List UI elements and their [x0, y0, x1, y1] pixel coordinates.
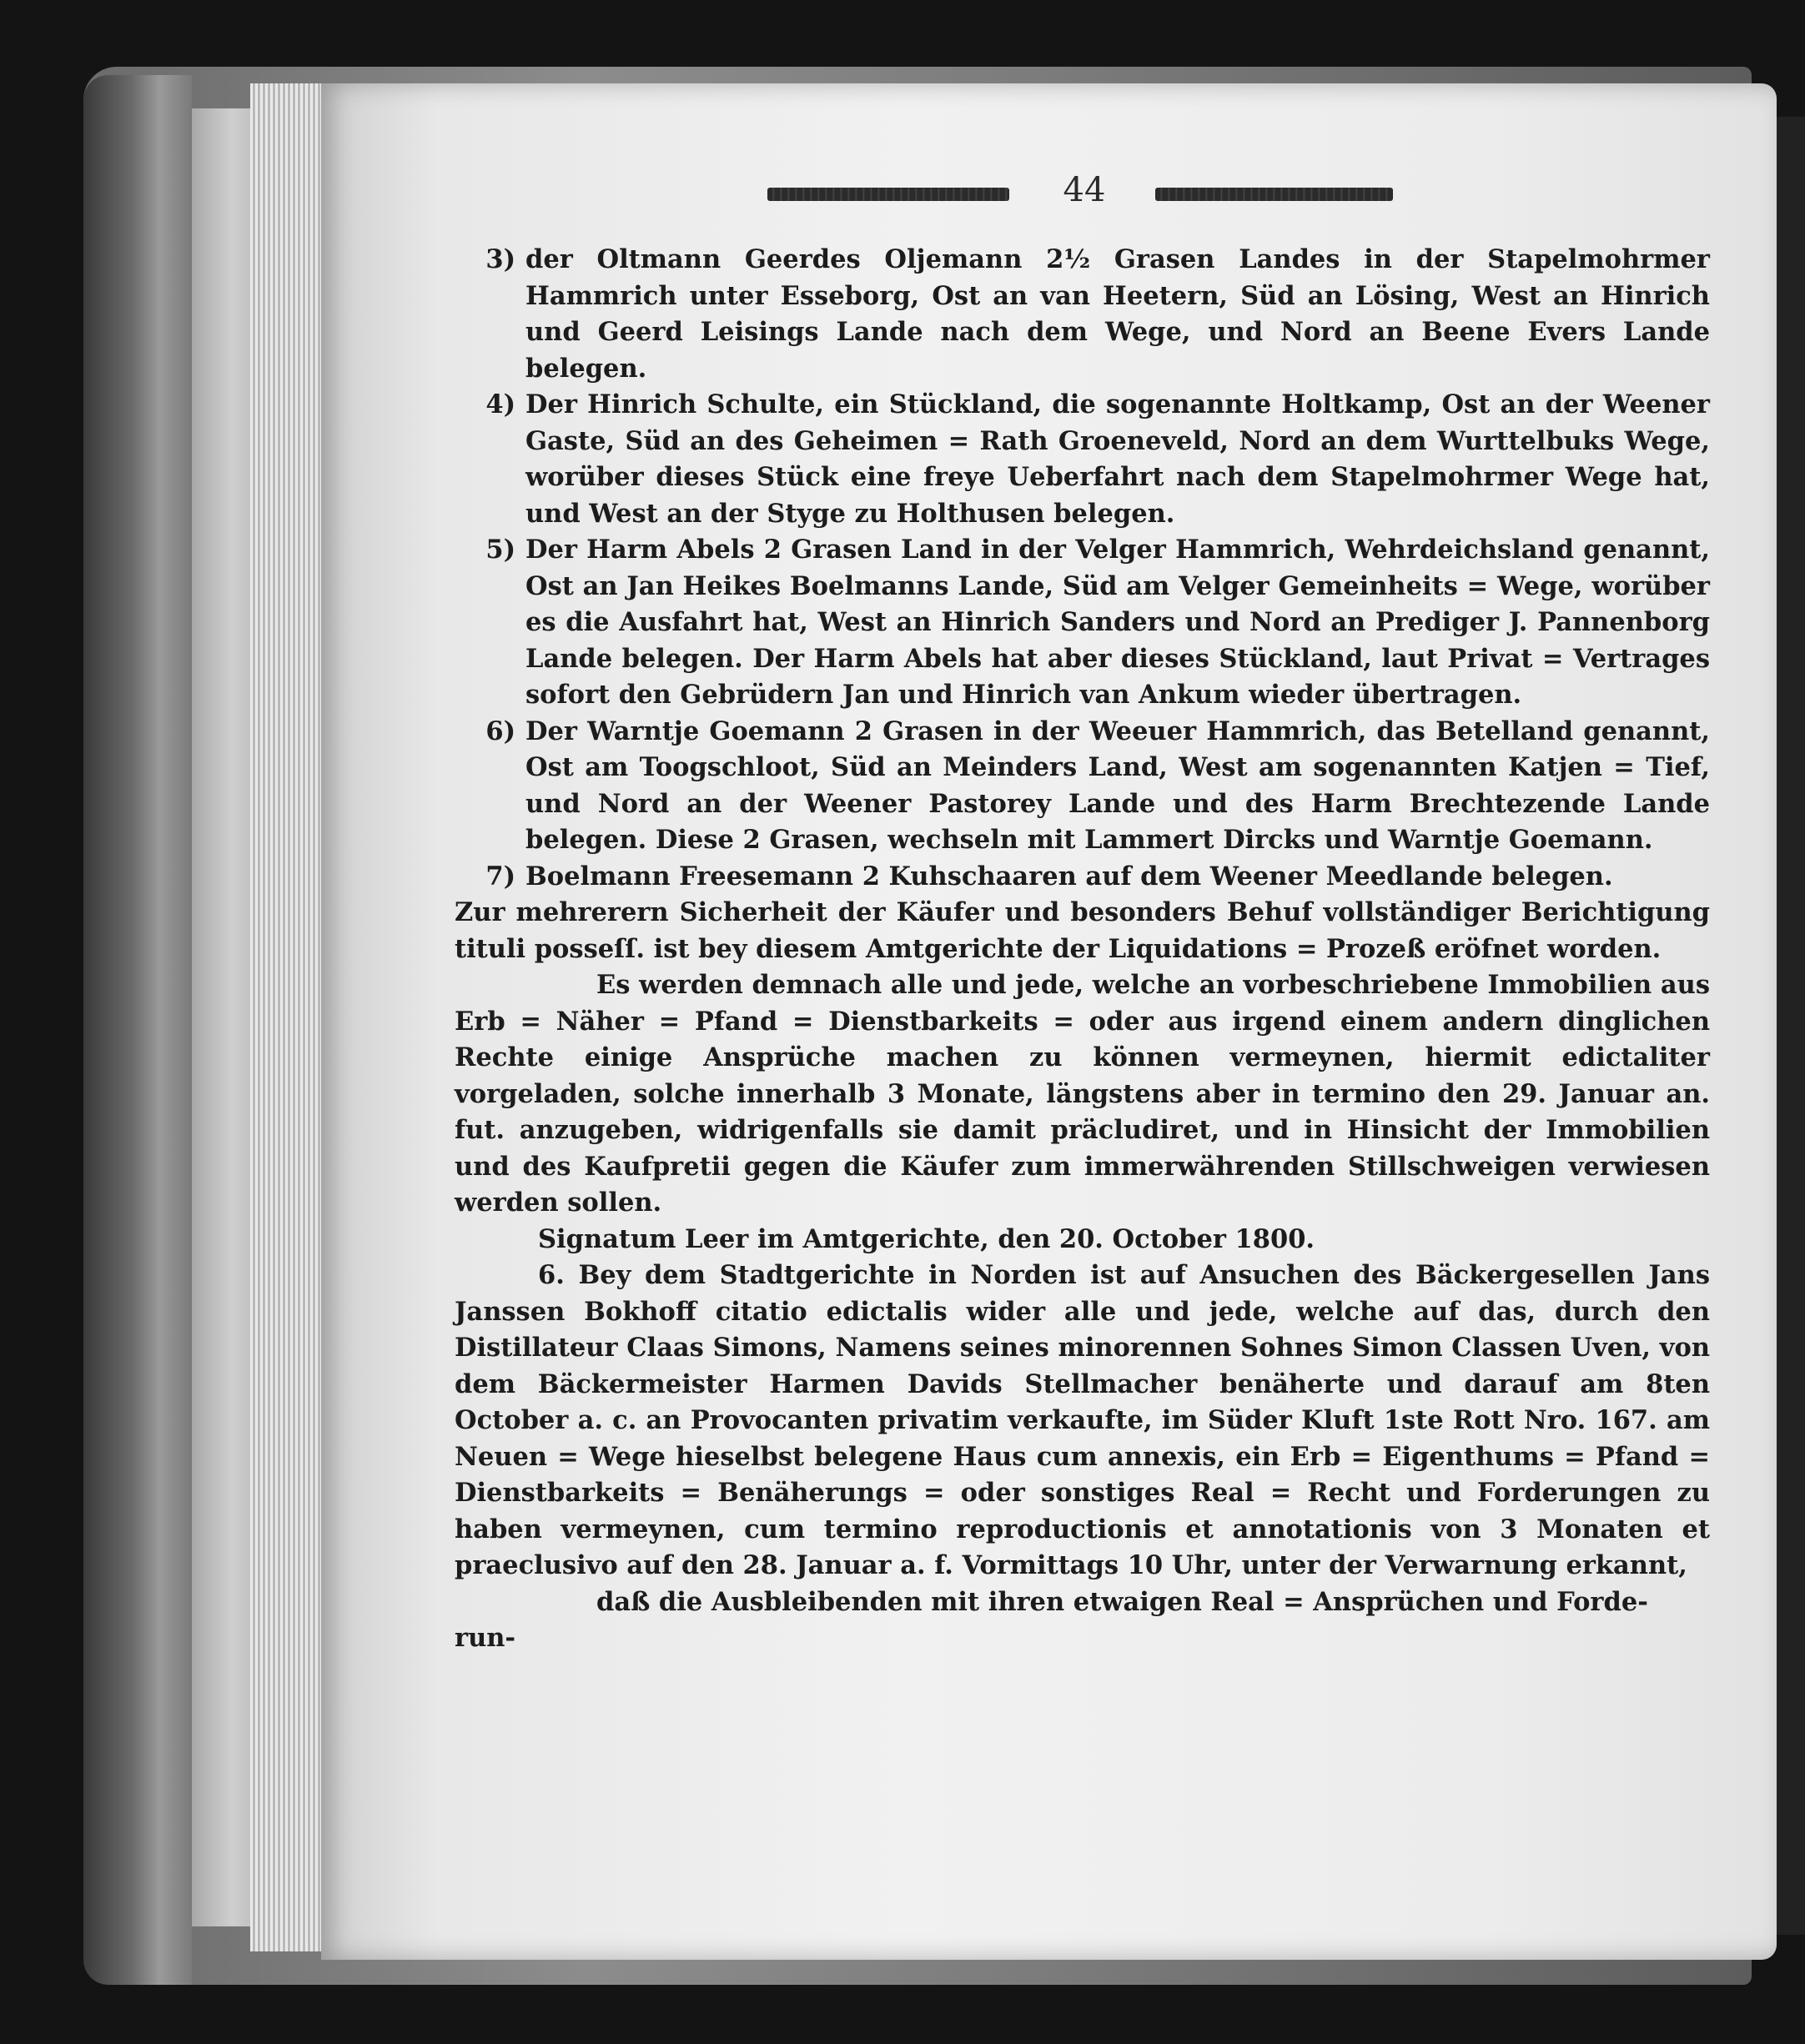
background-strip: [1777, 117, 1805, 1935]
page-text: [455, 242, 1710, 1657]
item-text: Boelmann Freesemann 2 Kuhschaaren auf dem Weener Meedlande belegen.: [525, 861, 1613, 891]
item-text: Der Warntje Goemann 2 Grasen in der Weeuer Hammrich, das Betelland genannt, Ost am Toogschloot, Süd an Meinders Land, West am sogenannten Katjen = Tief, und Nord an der Weener Pastorey Lande und des Harm Brechtezende Lande belegen. Diese 2 Grasen, wechseln mit Lammert Dircks und Warntje Goemann.: [525, 716, 1710, 855]
item-text: der Oltmann Geerdes Oljemann 2½ Grasen Landes in der Stapelmohrmer Hammrich unter Esseborg, Ost an van Heetern, Süd an Lösing, West an Hinrich und Geerd Leisings Lande nach dem Wege, und Nord an Beene Evers Lande belegen.: [525, 244, 1710, 384]
item-text: Der Harm Abels 2 Grasen Land in der Velger Hammrich, Wehrdeichsland genannt, Ost an Jan Heikes Boelmanns Lande, Süd am Velger Gemeinheits = Wege, worüber es die Ausfahrt hat, West an Hinrich Sanders und Nord an Prediger J. Pannenborg Lande belegen. Der Harm Abels hat aber dieses Stückland, laut Privat = Vertrages sofort den Gebrüdern Jan und Hinrich van Ankum wieder übertragen.: [525, 535, 1710, 710]
item-number: 7): [485, 861, 515, 891]
list-item: [455, 714, 1710, 859]
page-number: 44: [1063, 171, 1106, 209]
item-text: Der Hinrich Schulte, ein Stückland, die sogenannte Holtkamp, Ost an der Weener Gaste, Süd an des Geheimen = Rath Groeneveld, Nord an dem Wurttelbuks Wege, worüber dieses Stück eine freye Ueberfahrt nach dem Stapelmohrmer Wege hat, und West an der Styge zu Holthusen belegen.: [525, 389, 1710, 529]
catchword: run-: [455, 1623, 516, 1653]
signature-line: Signatum Leer im Amtgerichte, den 20. October 1800.: [538, 1223, 1315, 1254]
list-item: [455, 859, 1710, 896]
paragraph-security: Zur mehrerern Sicherheit der Käufer und besonders Behuf vollständiger Berichtigung tituli posseſſ. ist bey diesem Amtgerichte der Liquidations = Prozeß eröfnet worden.: [455, 897, 1710, 964]
header-rule-right: [1155, 188, 1393, 201]
inner-cover: [192, 108, 259, 1926]
book-spine: [83, 75, 192, 1985]
item-number: 3): [485, 244, 515, 274]
header-rule-left: [767, 188, 1009, 201]
list-item: [455, 242, 1710, 387]
item-number: 4): [485, 389, 515, 419]
page-header: [767, 171, 1401, 213]
item-number: 5): [485, 535, 515, 565]
item-number: 6): [485, 716, 515, 746]
list-item: [455, 387, 1710, 532]
paragraph-final: daß die Ausbleibenden mit ihren etwaigen Real = Ansprüchen und Forde-: [596, 1586, 1648, 1617]
list-item: [455, 532, 1710, 714]
paragraph-summons: Es werden demnach alle und jede, welche an vorbeschriebene Immobilien aus Erb = Näher = Pfand = Dienstbarkeits = oder aus irgend einem andern dinglichen Rechte einige Ansprüche machen zu können vermeynen, hiermit edictaliter vorgeladen, solche innerhalb 3 Monate, längstens aber in termino den 29. Januar an. fut. anzugeben, widrigenfalls sie damit präcludiret, und in Hinsicht der Immobilien und des Kaufpretii gegen die Käufer zum immerwährenden Stillschweigen verwiesen werden sollen.: [455, 970, 1710, 1218]
paragraph-six: 6. Bey dem Stadtgerichte in Norden ist auf Ansuchen des Bäckergesellen Jans Janssen Bokhoff citatio edictalis wider alle und jede, welche auf das, durch den Distillateur Claas Simons, Namens seines minorennen Sohnes Simon Classen Uven, von dem Bäckermeister Harmen Davids Stellmacher benäherte und darauf am 8ten October a. c. an Provocanten privatim verkaufte, im Süder Kluft 1ste Rott Nro. 167. am Neuen = Wege hieselbst belegene Haus cum annexis, ein Erb = Eigenthums = Pfand = Dienstbarkeits = Benäherungs = oder sonstiges Real = Recht und Forderungen zu haben vermeynen, cum termino reproductionis et annotationis von 3 Monaten et praeclusivo auf den 28. Januar a. f. Vormittags 10 Uhr, unter der Verwarnung erkannt,: [455, 1260, 1710, 1580]
